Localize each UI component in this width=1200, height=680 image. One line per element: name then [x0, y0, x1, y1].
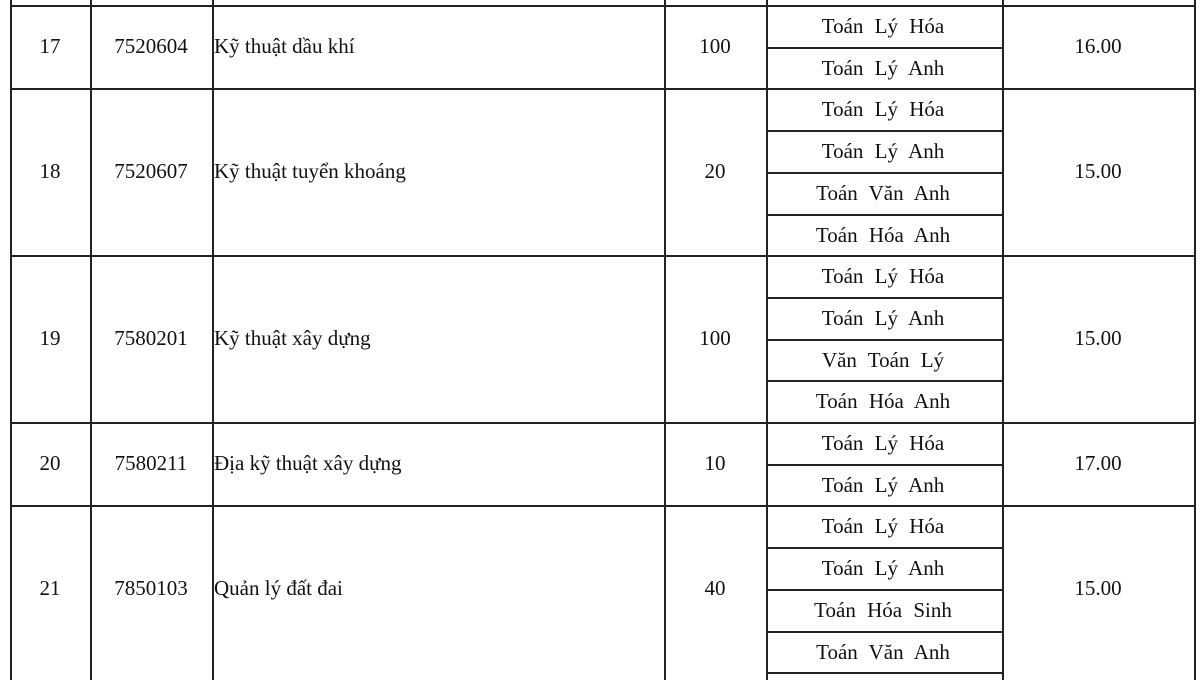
major-name: Địa kỹ thuật xây dựng — [214, 451, 402, 475]
major-name: Quản lý đất đai — [214, 576, 343, 600]
major-code: 7580201 — [114, 326, 188, 350]
subject-combination: Toán Lý Hóa — [821, 513, 945, 538]
cutoff-score: 15.00 — [1074, 326, 1122, 350]
subject-combination: Văn Toán Lý — [821, 347, 945, 372]
combination-divider — [766, 547, 1002, 549]
subject-combination: Toán Lý Anh — [821, 138, 945, 163]
subject-combination: Toán Văn Anh — [816, 639, 950, 664]
combination-divider — [766, 47, 1002, 49]
row-number: 17 — [39, 34, 61, 58]
combination-divider — [766, 339, 1002, 341]
major-name: Kỹ thuật xây dựng — [214, 326, 371, 350]
cutoff-score: 16.00 — [1074, 34, 1122, 58]
combination-divider — [766, 631, 1002, 633]
row-number: 18 — [39, 159, 61, 183]
combination-divider — [766, 297, 1002, 299]
combination-divider — [766, 380, 1002, 382]
subject-combination: Toán Hóa Anh — [815, 222, 951, 247]
row-number: 21 — [39, 576, 61, 600]
combination-divider — [766, 214, 1002, 216]
combination-divider — [766, 130, 1002, 132]
subject-combination: Toán Hóa Sinh — [814, 597, 952, 622]
subject-combination: Toán Lý Hóa — [821, 430, 945, 455]
subject-combination: Toán Lý Anh — [821, 305, 945, 330]
combination-divider — [766, 672, 1002, 674]
subject-combination: Toán Lý Hóa — [821, 96, 945, 121]
subject-combination: Toán Hóa Anh — [815, 388, 951, 413]
row-number: 20 — [39, 451, 61, 475]
major-name: Kỹ thuật tuyển khoáng — [214, 159, 406, 183]
cutoff-score: 15.00 — [1074, 159, 1122, 183]
quota: 10 — [704, 451, 726, 475]
subject-combination: Toán Văn Anh — [816, 180, 950, 205]
quota: 100 — [699, 34, 731, 58]
subject-combination: Toán Lý Anh — [821, 55, 945, 80]
major-code: 7520607 — [114, 159, 188, 183]
table-right-border — [1194, 0, 1196, 680]
quota: 20 — [704, 159, 726, 183]
major-name: Kỹ thuật dầu khí — [214, 34, 355, 58]
major-code: 7520604 — [114, 34, 188, 58]
quota: 100 — [699, 326, 731, 350]
major-code: 7580211 — [114, 451, 188, 475]
cutoff-score: 15.00 — [1074, 576, 1122, 600]
subject-combination: Toán Lý Anh — [821, 472, 945, 497]
combination-divider — [766, 464, 1002, 466]
cutoff-score: 17.00 — [1074, 451, 1122, 475]
major-code: 7850103 — [114, 576, 188, 600]
subject-combination: Toán Lý Anh — [821, 555, 945, 580]
row-number: 19 — [39, 326, 61, 350]
subject-combination: Toán Lý Hóa — [821, 263, 945, 288]
combination-divider — [766, 589, 1002, 591]
subject-combination: Toán Lý Hóa — [821, 13, 945, 38]
quota: 40 — [704, 576, 726, 600]
combination-divider — [766, 172, 1002, 174]
